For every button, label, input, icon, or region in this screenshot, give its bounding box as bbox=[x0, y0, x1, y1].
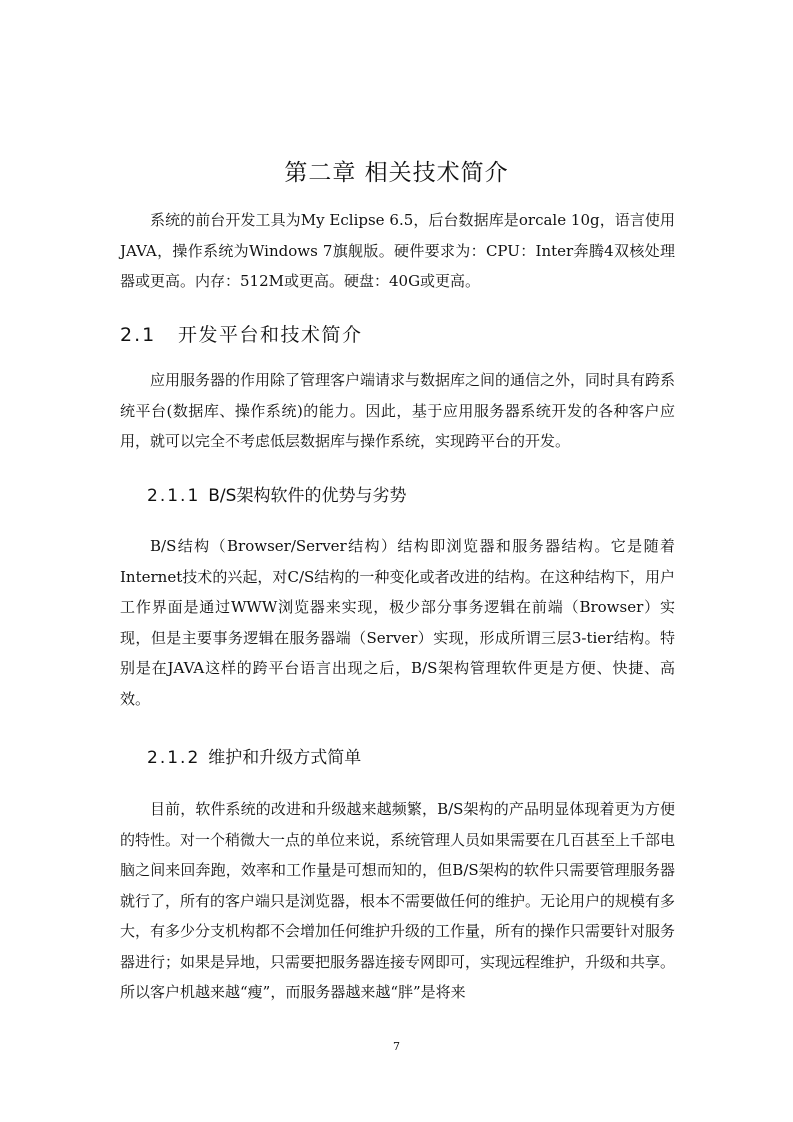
section-2-1-1-paragraph: B/S结构（Browser/Server结构）结构即浏览器和服务器结构。它是随着Internet技术的兴起，对C/S结构的一种变化或者改进的结构。在这种结构下，用户工作界面是通过WWW浏览器来实现，极少部分事务逻辑在前端（Browser）实现，但是主要事务逻辑在服务器端（Server）实现，形成所谓三层3-tier结构。特别是在JAVA这样的跨平台语言出现之后，B/S架构管理软件更是方便、快捷、高效。 bbox=[120, 537, 675, 708]
intro-paragraph: 系统的前台开发工具为My Eclipse 6.5，后台数据库是orcale 10g，语言使用JAVA，操作系统为Windows 7旗舰版。硬件要求为：CPU：Inter奔腾4双核处理器或更高。内存：512M或更高。硬盘：40G或更高。 bbox=[120, 211, 675, 290]
section-2-1-2-number: 2.1.2 bbox=[147, 748, 201, 768]
section-2-1-2-paragraph: 目前，软件系统的改进和升级越来越频繁，B/S架构的产品明显体现着更为方便的特性。对一个稍微大一点的单位来说，系统管理人员如果需要在几百甚至上千部电脑之间来回奔跑，效率和工作量是可想而知的，但B/S架构的软件只需要管理服务器就行了，所有的客户端只是浏览器，根本不需要做任何的维护。无论用户的规模有多大，有多少分支机构都不会增加任何维护升级的工作量，所有的操作只需要针对服务器进行；如果是异地，只需要把服务器连接专网即可，实现远程维护，升级和共享。所以客户机越来越“瘦”，而服务器越来越“胖”是将来 bbox=[120, 800, 676, 1001]
section-2-1-2-heading bbox=[147, 744, 361, 772]
section-2-1-paragraph: 应用服务器的作用除了管理客户端请求与数据库之间的通信之外，同时具有跨系统平台(数据库、操作系统)的能力。因此，基于应用服务器系统开发的各种客户应用，就可以完全不考虑低层数据库与操作系统，实现跨平台的开发。 bbox=[120, 371, 676, 450]
section-2-1-2-title: 维护和升级方式简单 bbox=[208, 748, 362, 768]
page-number: 7 bbox=[393, 1040, 400, 1053]
section-2-1-1-title: B/S架构软件的优势与劣势 bbox=[208, 486, 407, 506]
section-2-1-number: 2.1 bbox=[120, 324, 157, 346]
section-2-1-1-number: 2.1.1 bbox=[147, 486, 201, 506]
section-2-1-heading bbox=[120, 320, 363, 350]
section-2-1-title: 开发平台和技术简介 bbox=[178, 324, 363, 346]
section-2-1-1-heading bbox=[147, 482, 406, 510]
chapter-title: 第二章 相关技术简介 bbox=[284, 160, 509, 186]
